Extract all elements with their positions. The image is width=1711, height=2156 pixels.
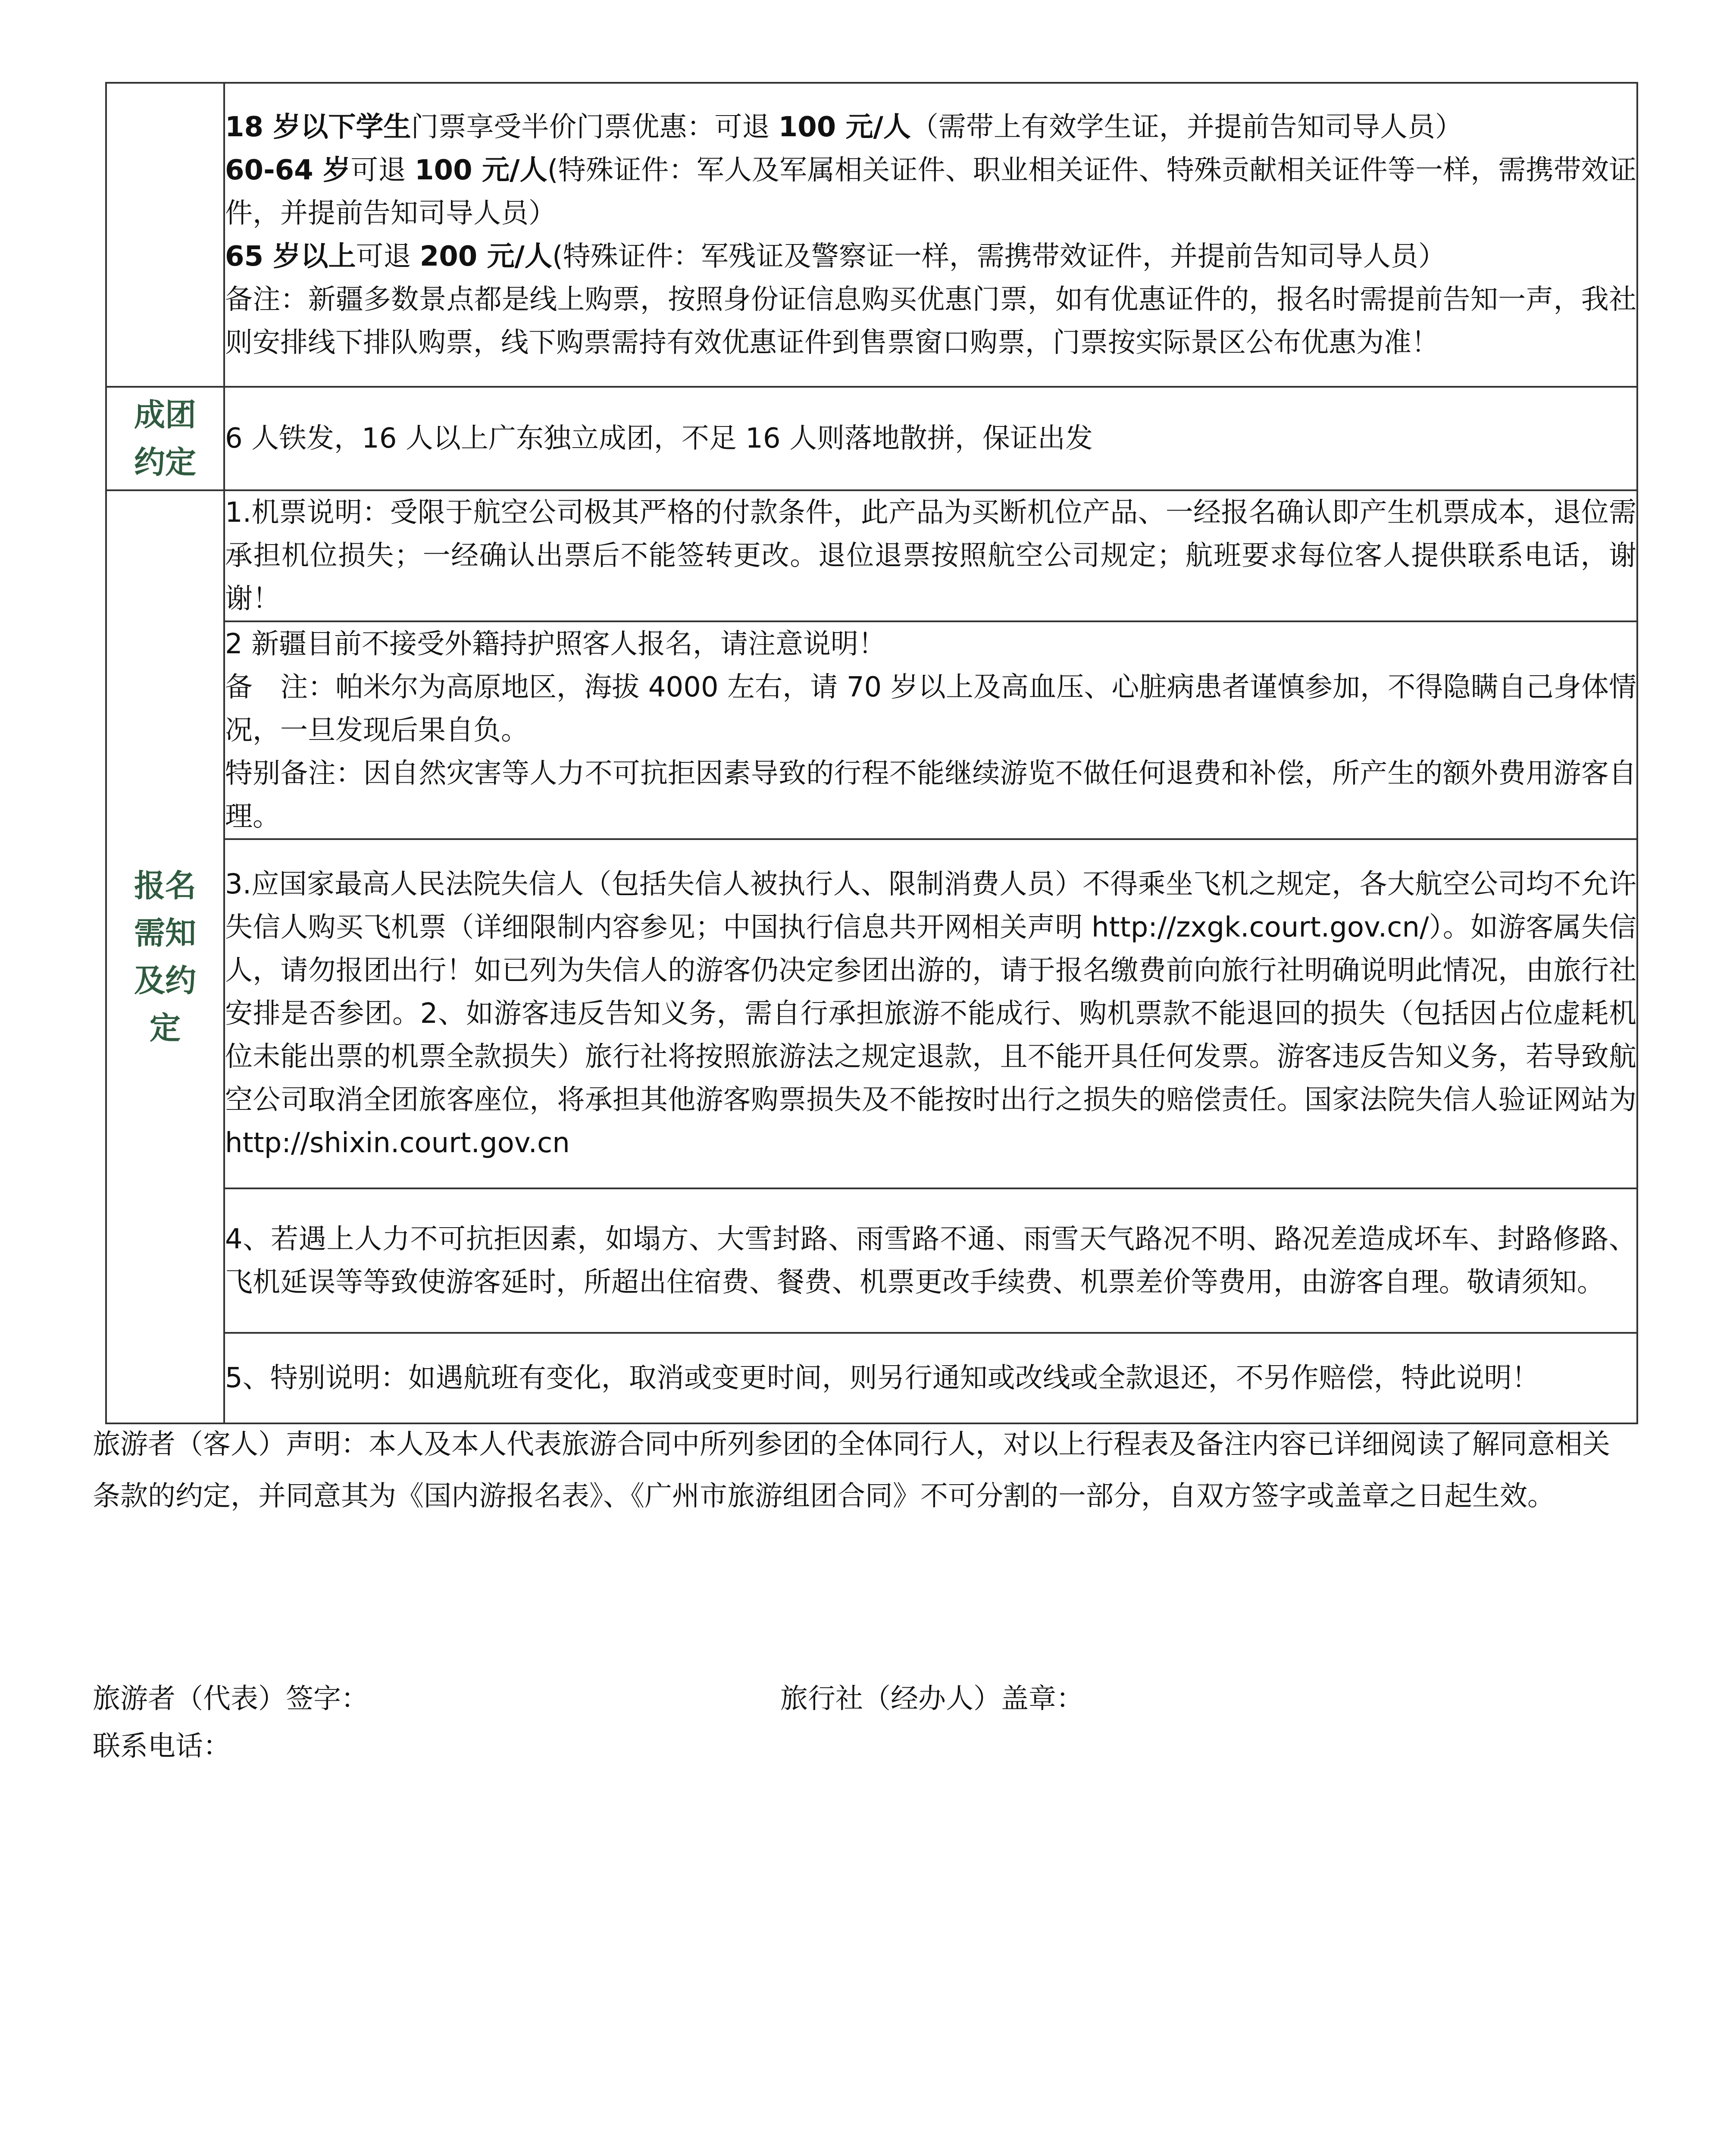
ticket-discount-row bbox=[106, 83, 1637, 387]
registration-item-5-row bbox=[106, 1333, 1637, 1423]
empty-label-cell bbox=[106, 83, 224, 387]
group-formation-label-cell bbox=[106, 387, 224, 490]
registration-item-4: 4、若遇上人力不可抗拒因素，如塌方、大雪封路、雨雪路不通、雨雪天气路况不明、路况差造成坏车、封路修路、飞机延误等等致使游客延时，所超出住宿费、餐费、机票更改手续费、机票差价等费用，由游客自理。敬请须知。 bbox=[225, 1223, 1636, 1298]
age-65-plus-discount-line bbox=[225, 235, 1636, 278]
age-65-plus-amount: 200 元/人 bbox=[419, 240, 552, 273]
registration-item-1: 1.机票说明：受限于航空公司极其严格的付款条件，此产品为买断机位产品、一经报名确认即产生机票成本，退位需承担机位损失；一经确认出票后不能签转更改。退位退票按照航空公司规定；航班要求每位客人提供联系电话，谢谢！ bbox=[225, 497, 1636, 615]
student-discount-prefix: 18 岁以下学生 bbox=[225, 111, 411, 143]
registration-item-2-line-1: 2 新疆目前不接受外籍持护照客人报名，请注意说明！ bbox=[225, 628, 886, 660]
age-65-plus-note: (特殊证件：军残证及警察证一样，需携带效证件，并提前告知司导人员） bbox=[552, 240, 1446, 273]
registration-item-2-cell bbox=[224, 621, 1637, 839]
age-65-plus-text: 可退 bbox=[356, 240, 420, 273]
tourist-declaration: 旅游者（客人）声明：本人及本人代表旅游合同中所列参团的全体同行人，对以上行程表及备注内容已详细阅读了解同意相关条款的约定，并同意其为《国内游报名表》、《广州市旅游组团合同》不可分割的一部分，自双方签字或盖章之日起生效。 bbox=[93, 1429, 1610, 1512]
tourist-signature-label: 旅游者（代表）签字： bbox=[93, 1683, 369, 1715]
age-65-plus-prefix: 65 岁以上 bbox=[225, 240, 356, 273]
registration-item-3-row bbox=[106, 839, 1637, 1188]
itinerary-notes-table bbox=[105, 82, 1638, 1424]
agency-seal-label: 旅行社（经办人）盖章： bbox=[780, 1683, 1084, 1715]
student-discount-amount: 100 元/人 bbox=[778, 111, 911, 143]
student-discount-note: （需带上有效学生证，并提前告知司导人员） bbox=[910, 111, 1463, 143]
registration-item-2-line-3: 特别备注：因自然灾害等人力不可抗拒因素导致的行程不能继续游览不做任何退费和补偿，所产生的额外费用游客自理。 bbox=[225, 757, 1636, 833]
registration-item-4-row bbox=[106, 1188, 1637, 1333]
registration-item-2-row bbox=[106, 621, 1637, 839]
group-formation-cell bbox=[224, 387, 1637, 490]
registration-item-5-cell bbox=[224, 1333, 1637, 1423]
age-60-64-text: 可退 bbox=[350, 154, 415, 186]
age-60-64-note: (特殊证件：军人及军属相关证件、职业相关证件、特殊贡献相关证件等一样，需携带效证件，并提前告知司导人员） bbox=[225, 154, 1637, 229]
registration-item-2-line-2: 备 注：帕米尔为高原地区，海拔 4000 左右，请 70 岁以上及高血压、心脏病患者谨慎参加，不得隐瞒自己身体情况，一旦发现后果自负。 bbox=[225, 671, 1636, 746]
age-60-64-discount-line bbox=[225, 149, 1636, 235]
age-60-64-prefix: 60-64 岁 bbox=[225, 154, 351, 186]
registration-label-cell bbox=[106, 490, 224, 1423]
ticket-discount-cell bbox=[224, 83, 1637, 387]
registration-item-3-cell bbox=[224, 839, 1637, 1188]
student-discount-text: 门票享受半价门票优惠：可退 bbox=[411, 111, 779, 143]
group-formation-text: 6 人铁发，16 人以上广东独立成团，不足 16 人则落地散拼，保证出发 bbox=[225, 423, 1093, 454]
registration-item-4-cell bbox=[224, 1188, 1637, 1333]
registration-label: 报名需知及约定 bbox=[134, 868, 196, 1046]
registration-item-3: 3.应国家最高人民法院失信人（包括失信人被执行人、限制消费人员）不得乘坐飞机之规定，各大航空公司均不允许失信人购买飞机票（详细限制内容参见；中国执行信息共开网相关声明 http://zxgk.court.gov.cn/）。如游客属失信人，请勿报团出行！如已列为失信人的游客仍决定参团出游的，请于报名缴费前向旅行社明确说明此情况，由旅行社安排是否参团。2、如游客违反告知义务，需自行承担旅游不能成行、购机票款不能退回的损失（包括因占位虚耗机位未能出票的机票全款损失）旅行社将按照旅游法之规定退款，且不能开具任何发票。游客违反告知义务，若导致航空公司取消全团旅客座位，将承担其他游客购票损失及不能按时出行之损失的赔偿责任。国家法院失信人验证网站为 http://shixin.court.gov.cn bbox=[225, 868, 1636, 1159]
age-60-64-amount: 100 元/人 bbox=[415, 154, 547, 186]
registration-item-1-cell bbox=[224, 490, 1637, 621]
registration-item-1-row bbox=[106, 490, 1637, 621]
ticket-remark: 备注：新疆多数景点都是线上购票，按照身份证信息购买优惠门票，如有优惠证件的，报名时需提前告知一声，我社则安排线下排队购票，线下购票需持有效优惠证件到售票窗口购票，门票按实际景区公布优惠为准！ bbox=[225, 283, 1636, 359]
group-formation-row bbox=[106, 387, 1637, 490]
group-formation-label: 成团约定 bbox=[134, 397, 196, 480]
contact-phone-label: 联系电话： bbox=[93, 1730, 231, 1762]
registration-item-5: 5、特别说明：如遇航班有变化，取消或变更时间，则另行通知或改线或全款退还，不另作赔偿，特此说明！ bbox=[225, 1362, 1539, 1394]
student-discount-line bbox=[225, 106, 1636, 149]
